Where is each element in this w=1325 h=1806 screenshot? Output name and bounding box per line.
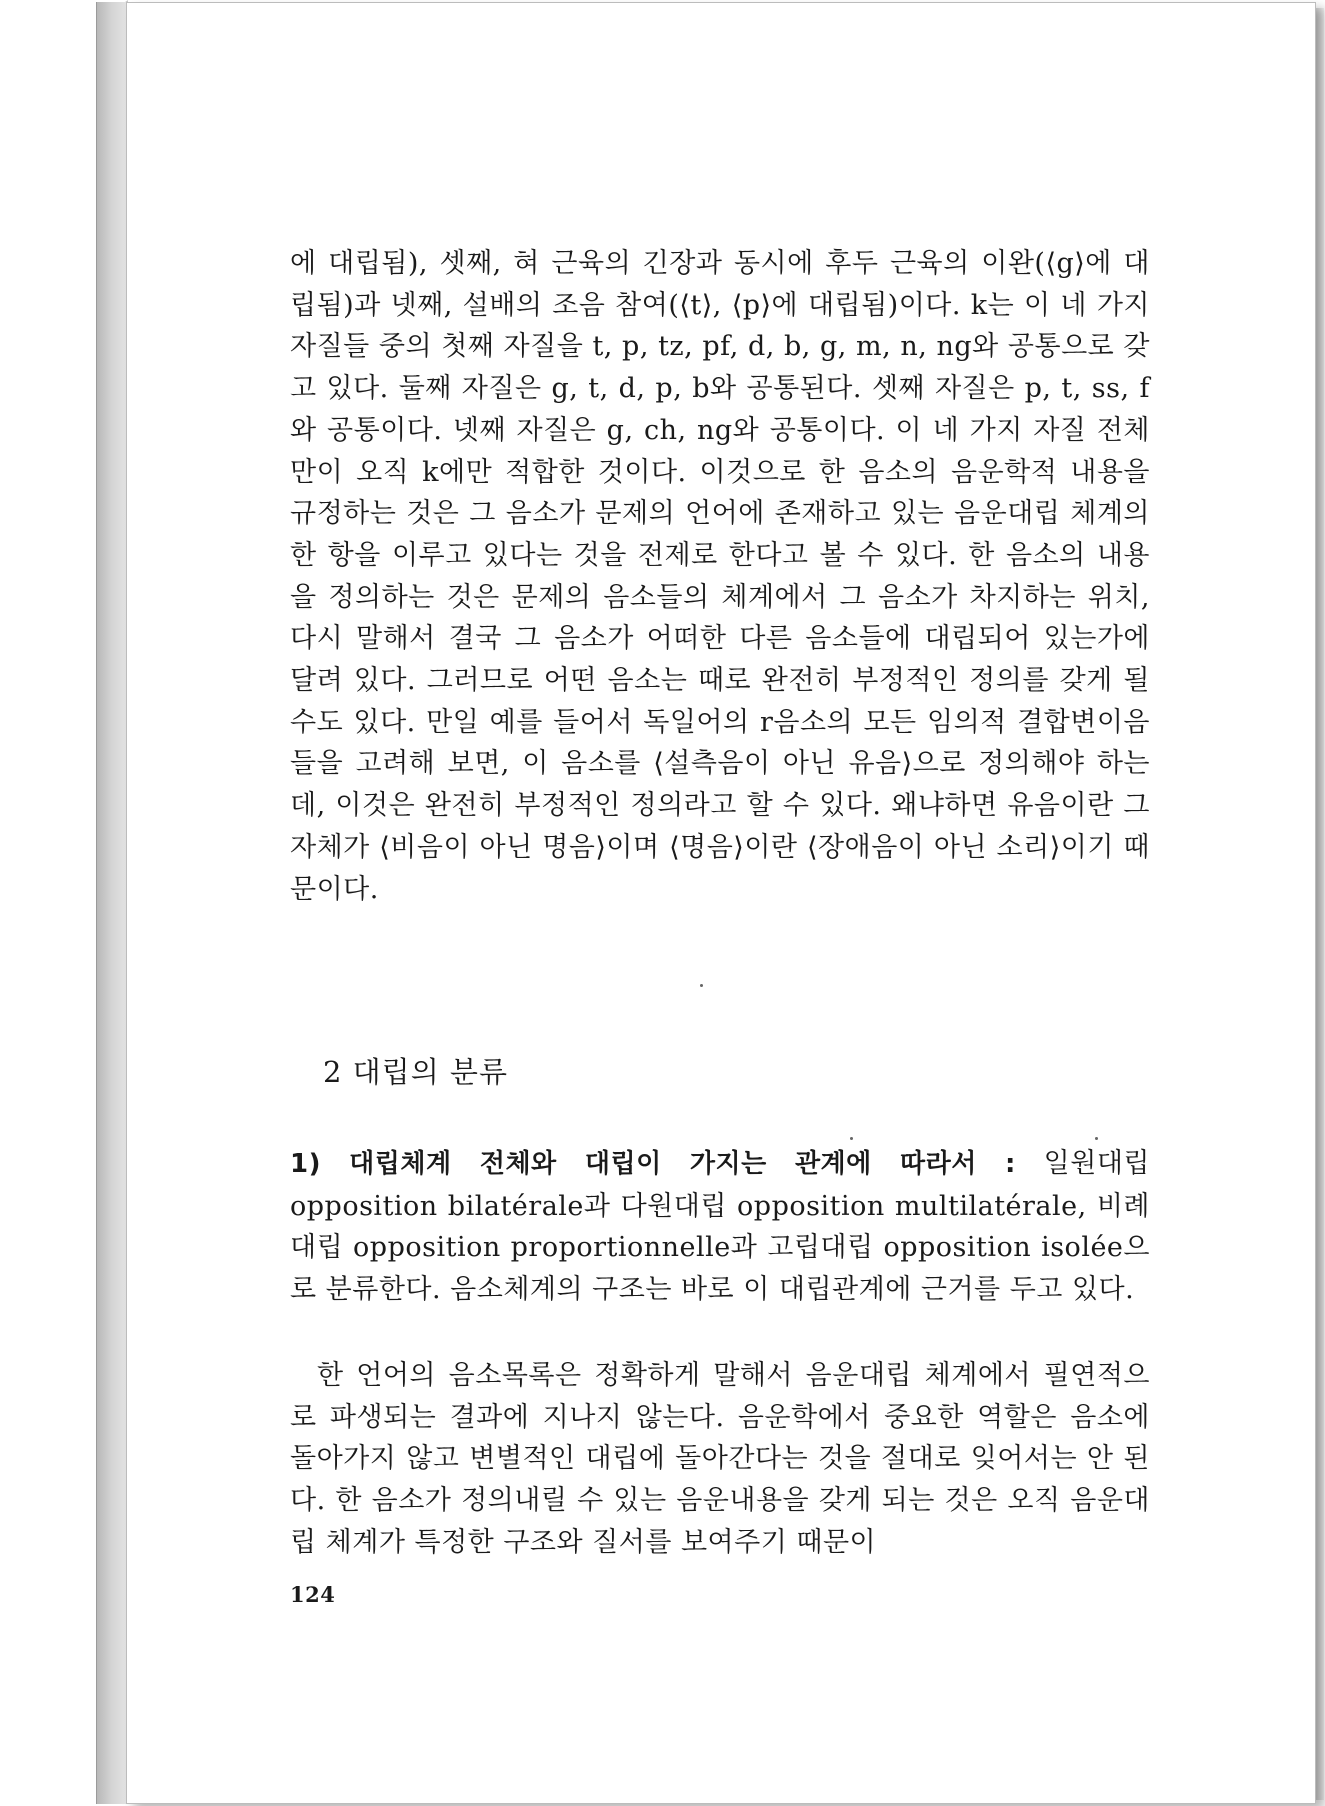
paragraph-lead: 1) 대립체계 전체와 대립이 가지는 관계에 따라서 : (290, 1149, 1016, 1179)
body-paragraph-2 (290, 1143, 1150, 1310)
page-number: 124 (290, 1582, 336, 1607)
paragraph-text: 에 대립됨), 셋째, 혀 근육의 긴장과 동시에 후두 근육의 이완(⟨g⟩에 대립됨)과 넷째, 설배의 조음 참여(⟨t⟩, ⟨p⟩에 대립됨)이다. k는 이 네 가지 자질들 중의 첫째 자질을 t, p, tz, pf, d, b, g, m, n, ng와 공통으로 갖고 있다. 둘째 자질은 g, t, d, p, b와 공통된다. 셋째 자질은 p, t, ss, f와 공통이다. 넷째 자질은 g, ch, ng와 공통이다. 이 네 가지 자질 전체만이 오직 k에만 적합한 것이다. 이것으로 한 음소의 음운학적 내용을 규정하는 것은 그 음소가 문제의 언어에 존재하고 있는 음운대립 체계의 한 항을 이루고 있다는 것을 전제로 한다고 볼 수 있다. 한 음소의 내용을 정의하는 것은 문제의 음소들의 체계에서 그 음소가 차지하는 위치, 다시 말해서 결국 그 음소가 어떠한 다른 음소들에 대립되어 있는가에 달려 있다. 그러므로 어떤 음소는 때로 완전히 부정적인 정의를 갖게 될 수도 있다. 만일 예를 들어서 독일어의 r음소의 모든 임의적 결합변이음들을 고려해 보면, 이 음소를 ⟨설측음이 아닌 유음⟩으로 정의해야 하는데, 이것은 완전히 부정적인 정의라고 할 수 있다. 왜냐하면 유음이란 그 자체가 ⟨비음이 아닌 명음⟩이며 ⟨명음⟩이란 ⟨장애음이 아닌 소리⟩이기 때문이다. (290, 248, 1150, 905)
paragraph-rest: 일원대립 opposition bilatérale과 다원대립 opposition multilatérale, 비례대립 opposition proportionnelle과 고립대립 opposition isolée으로 분류한다. 음소체계의 구조는 바로 이 대립관계에 근거를 두고 있다. (290, 1148, 1150, 1305)
body-paragraph-1 (290, 243, 1150, 910)
scan-speck (1095, 1137, 1098, 1140)
book-spine (96, 2, 129, 1804)
paragraph-text: 한 언어의 음소목록은 정확하게 말해서 음운대립 체계에서 필연적으로 파생되는 결과에 지나지 않는다. 음운학에서 중요한 역할은 음소에 돌아가지 않고 변별적인 대립에 돌아간다는 것을 절대로 잊어서는 안 된다. 한 음소가 정의내릴 수 있는 음운내용을 갖게 되는 것은 오직 음운대립 체계가 특정한 구조와 질서를 보여주기 때문이 (290, 1360, 1150, 1558)
paragraph-text (290, 1143, 1150, 1310)
body-paragraph-3 (290, 1355, 1150, 1564)
scan-speck (700, 984, 703, 987)
section-heading: 2 대립의 분류 (323, 1055, 508, 1089)
scan-speck (850, 1137, 853, 1140)
